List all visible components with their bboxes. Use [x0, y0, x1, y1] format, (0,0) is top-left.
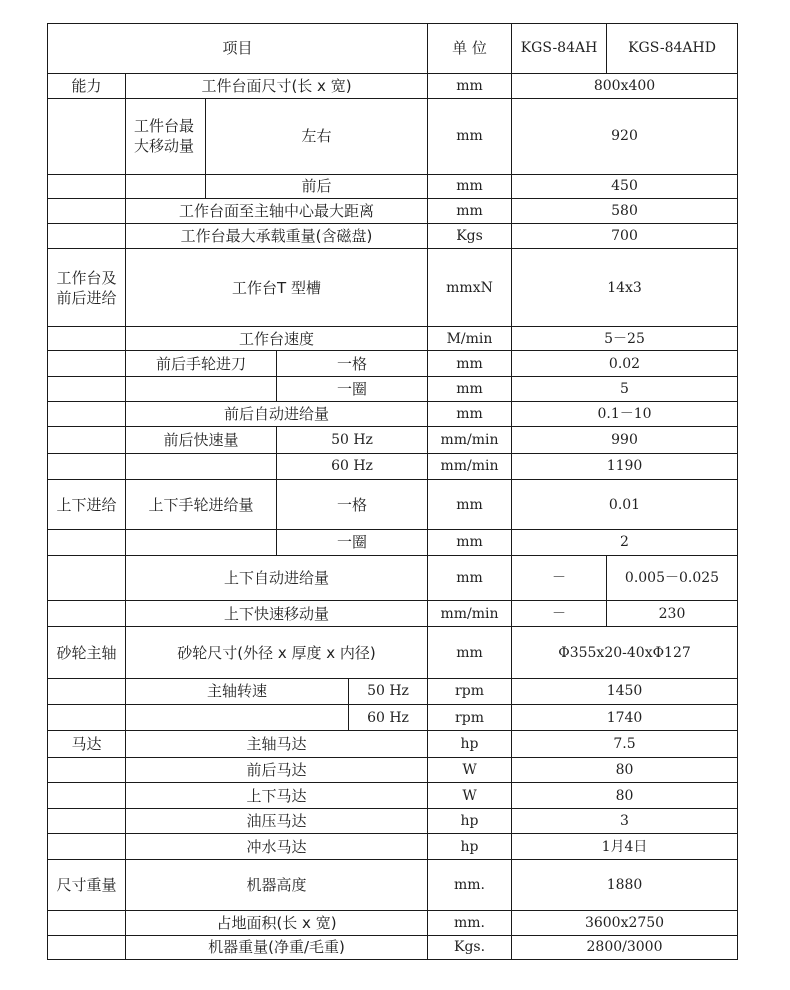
value-cell: 5: [512, 376, 738, 401]
item-cell: 工作台最大承载重量(含磁盘): [126, 224, 428, 249]
unit-cell: mm: [428, 376, 512, 401]
unit-cell: mm: [428, 627, 512, 679]
value-cell: 7.5: [512, 731, 738, 757]
subcategory-cell: [126, 174, 206, 198]
item-cell: 主轴马达: [126, 731, 428, 757]
detail-cell: 60 Hz: [277, 453, 428, 479]
unit-cell: rpm: [428, 678, 512, 704]
unit-cell: mm.: [428, 911, 512, 935]
category-cell: 尺寸重量: [48, 859, 126, 911]
table-row: [48, 351, 738, 376]
category-cell: 砂轮主轴: [48, 627, 126, 679]
value-cell: 80: [512, 782, 738, 808]
item-cell: 主轴转速: [126, 678, 349, 704]
value-cell: 80: [512, 757, 738, 782]
item-cell: 工作台T 型槽: [126, 249, 428, 327]
category-cell: [48, 427, 126, 453]
unit-cell: mm/min: [428, 453, 512, 479]
value-cell: 920: [512, 98, 738, 174]
item-cell: 左右: [206, 98, 428, 174]
unit-cell: mmxN: [428, 249, 512, 327]
spec-table: [47, 23, 738, 960]
category-cell: [48, 224, 126, 249]
category-cell: [48, 198, 126, 223]
item-cell: 上下快速移动量: [126, 601, 428, 627]
value-cell: 700: [512, 224, 738, 249]
unit-cell: hp: [428, 809, 512, 834]
value-cell: 2800/3000: [512, 935, 738, 959]
category-cell: [48, 98, 126, 174]
header-item: 项目: [48, 24, 428, 74]
subcategory-cell: 前后快速量: [126, 427, 277, 453]
item-cell: 工件台面尺寸(长 x 宽): [126, 73, 428, 98]
value-cell-model-b: 0.005－0.025: [607, 555, 738, 600]
table-row: [48, 731, 738, 757]
table-row: [48, 427, 738, 453]
category-cell: [48, 401, 126, 426]
subcategory-cell: [126, 376, 277, 401]
value-cell: 5－25: [512, 327, 738, 351]
table-row: [48, 453, 738, 479]
item-cell: 前后马达: [126, 757, 428, 782]
unit-cell: W: [428, 782, 512, 808]
category-cell: 马达: [48, 731, 126, 757]
value-cell-model-a: －: [512, 601, 607, 627]
table-row: [48, 859, 738, 911]
unit-cell: mm: [428, 351, 512, 376]
detail-cell: 一格: [277, 351, 428, 376]
value-cell: 450: [512, 174, 738, 198]
category-cell: [48, 809, 126, 834]
detail-cell: 一圈: [277, 376, 428, 401]
table-row: [48, 678, 738, 704]
value-cell: 580: [512, 198, 738, 223]
value-cell: 0.01: [512, 479, 738, 530]
unit-cell: mm: [428, 555, 512, 600]
table-row: [48, 327, 738, 351]
unit-cell: mm: [428, 73, 512, 98]
unit-cell: mm: [428, 479, 512, 530]
header-model-a: KGS-84AH: [512, 24, 607, 74]
value-cell-model-b: 230: [607, 601, 738, 627]
table-row: [48, 98, 738, 174]
item-cell: 机器高度: [126, 859, 428, 911]
unit-cell: mm: [428, 198, 512, 223]
item-cell: 占地面积(长 x 宽): [126, 911, 428, 935]
category-cell: [48, 705, 126, 731]
item-cell: 上下自动进给量: [126, 555, 428, 600]
category-cell: 工作台及前后进给: [48, 249, 126, 327]
table-row: [48, 73, 738, 98]
table-row: [48, 479, 738, 530]
unit-cell: mm/min: [428, 427, 512, 453]
category-cell: [48, 911, 126, 935]
table-row: [48, 601, 738, 627]
header-unit: 单 位: [428, 24, 512, 74]
table-row: [48, 376, 738, 401]
category-cell: [48, 351, 126, 376]
detail-cell: 60 Hz: [349, 705, 428, 731]
category-cell: [48, 834, 126, 859]
category-cell: [48, 782, 126, 808]
item-cell: 前后: [206, 174, 428, 198]
detail-cell: 50 Hz: [349, 678, 428, 704]
table-row: [48, 627, 738, 679]
subcategory-cell: [126, 453, 277, 479]
unit-cell: Kgs: [428, 224, 512, 249]
category-cell: [48, 174, 126, 198]
header-row: [48, 24, 738, 74]
value-cell: 990: [512, 427, 738, 453]
category-cell: [48, 601, 126, 627]
item-cell: 油压马达: [126, 809, 428, 834]
item-cell: 前后自动进给量: [126, 401, 428, 426]
value-cell: 0.02: [512, 351, 738, 376]
subcategory-cell: 上下手轮进给量: [126, 479, 277, 530]
table-row: [48, 224, 738, 249]
table-row: [48, 705, 738, 731]
value-cell: 3600x2750: [512, 911, 738, 935]
item-cell: 冲水马达: [126, 834, 428, 859]
table-row: [48, 530, 738, 555]
unit-cell: mm: [428, 98, 512, 174]
detail-cell: 50 Hz: [277, 427, 428, 453]
item-cell: 砂轮尺寸(外径 x 厚度 x 内径): [126, 627, 428, 679]
value-cell: 1880: [512, 859, 738, 911]
table-row: [48, 757, 738, 782]
value-cell: 1740: [512, 705, 738, 731]
category-cell: [48, 555, 126, 600]
category-cell: [48, 327, 126, 351]
item-cell: 工作台速度: [126, 327, 428, 351]
subcategory-cell: 工件台最大移动量: [126, 98, 206, 174]
category-cell: [48, 376, 126, 401]
unit-cell: hp: [428, 834, 512, 859]
category-cell: 能力: [48, 73, 126, 98]
value-cell: Φ355x20-40xΦ127: [512, 627, 738, 679]
category-cell: [48, 453, 126, 479]
table-row: [48, 782, 738, 808]
value-cell: 2: [512, 530, 738, 555]
unit-cell: mm: [428, 174, 512, 198]
subcategory-cell: 前后手轮进刀: [126, 351, 277, 376]
value-cell: 800x400: [512, 73, 738, 98]
detail-cell: 一圈: [277, 530, 428, 555]
value-cell: 1190: [512, 453, 738, 479]
table-row: [48, 249, 738, 327]
value-cell-model-a: －: [512, 555, 607, 600]
value-cell: 14x3: [512, 249, 738, 327]
value-cell: 0.1－10: [512, 401, 738, 426]
value-cell: 1450: [512, 678, 738, 704]
header-model-b: KGS-84AHD: [607, 24, 738, 74]
item-cell: 上下马达: [126, 782, 428, 808]
category-cell: [48, 935, 126, 959]
unit-cell: mm: [428, 530, 512, 555]
table-row: [48, 198, 738, 223]
detail-cell: 一格: [277, 479, 428, 530]
value-cell: 1月4日: [512, 834, 738, 859]
category-cell: 上下进给: [48, 479, 126, 530]
unit-cell: mm: [428, 401, 512, 426]
value-cell: 3: [512, 809, 738, 834]
unit-cell: rpm: [428, 705, 512, 731]
category-cell: [48, 530, 126, 555]
subcategory-cell: [126, 530, 277, 555]
table-row: [48, 935, 738, 959]
category-cell: [48, 757, 126, 782]
table-row: [48, 834, 738, 859]
table-row: [48, 555, 738, 600]
unit-cell: M/min: [428, 327, 512, 351]
item-cell: [126, 705, 349, 731]
table-row: [48, 809, 738, 834]
unit-cell: hp: [428, 731, 512, 757]
item-cell: 工作台面至主轴中心最大距离: [126, 198, 428, 223]
table-row: [48, 174, 738, 198]
table-row: [48, 911, 738, 935]
table-row: [48, 401, 738, 426]
unit-cell: mm.: [428, 859, 512, 911]
unit-cell: Kgs.: [428, 935, 512, 959]
unit-cell: W: [428, 757, 512, 782]
category-cell: [48, 678, 126, 704]
unit-cell: mm/min: [428, 601, 512, 627]
item-cell: 机器重量(净重/毛重): [126, 935, 428, 959]
